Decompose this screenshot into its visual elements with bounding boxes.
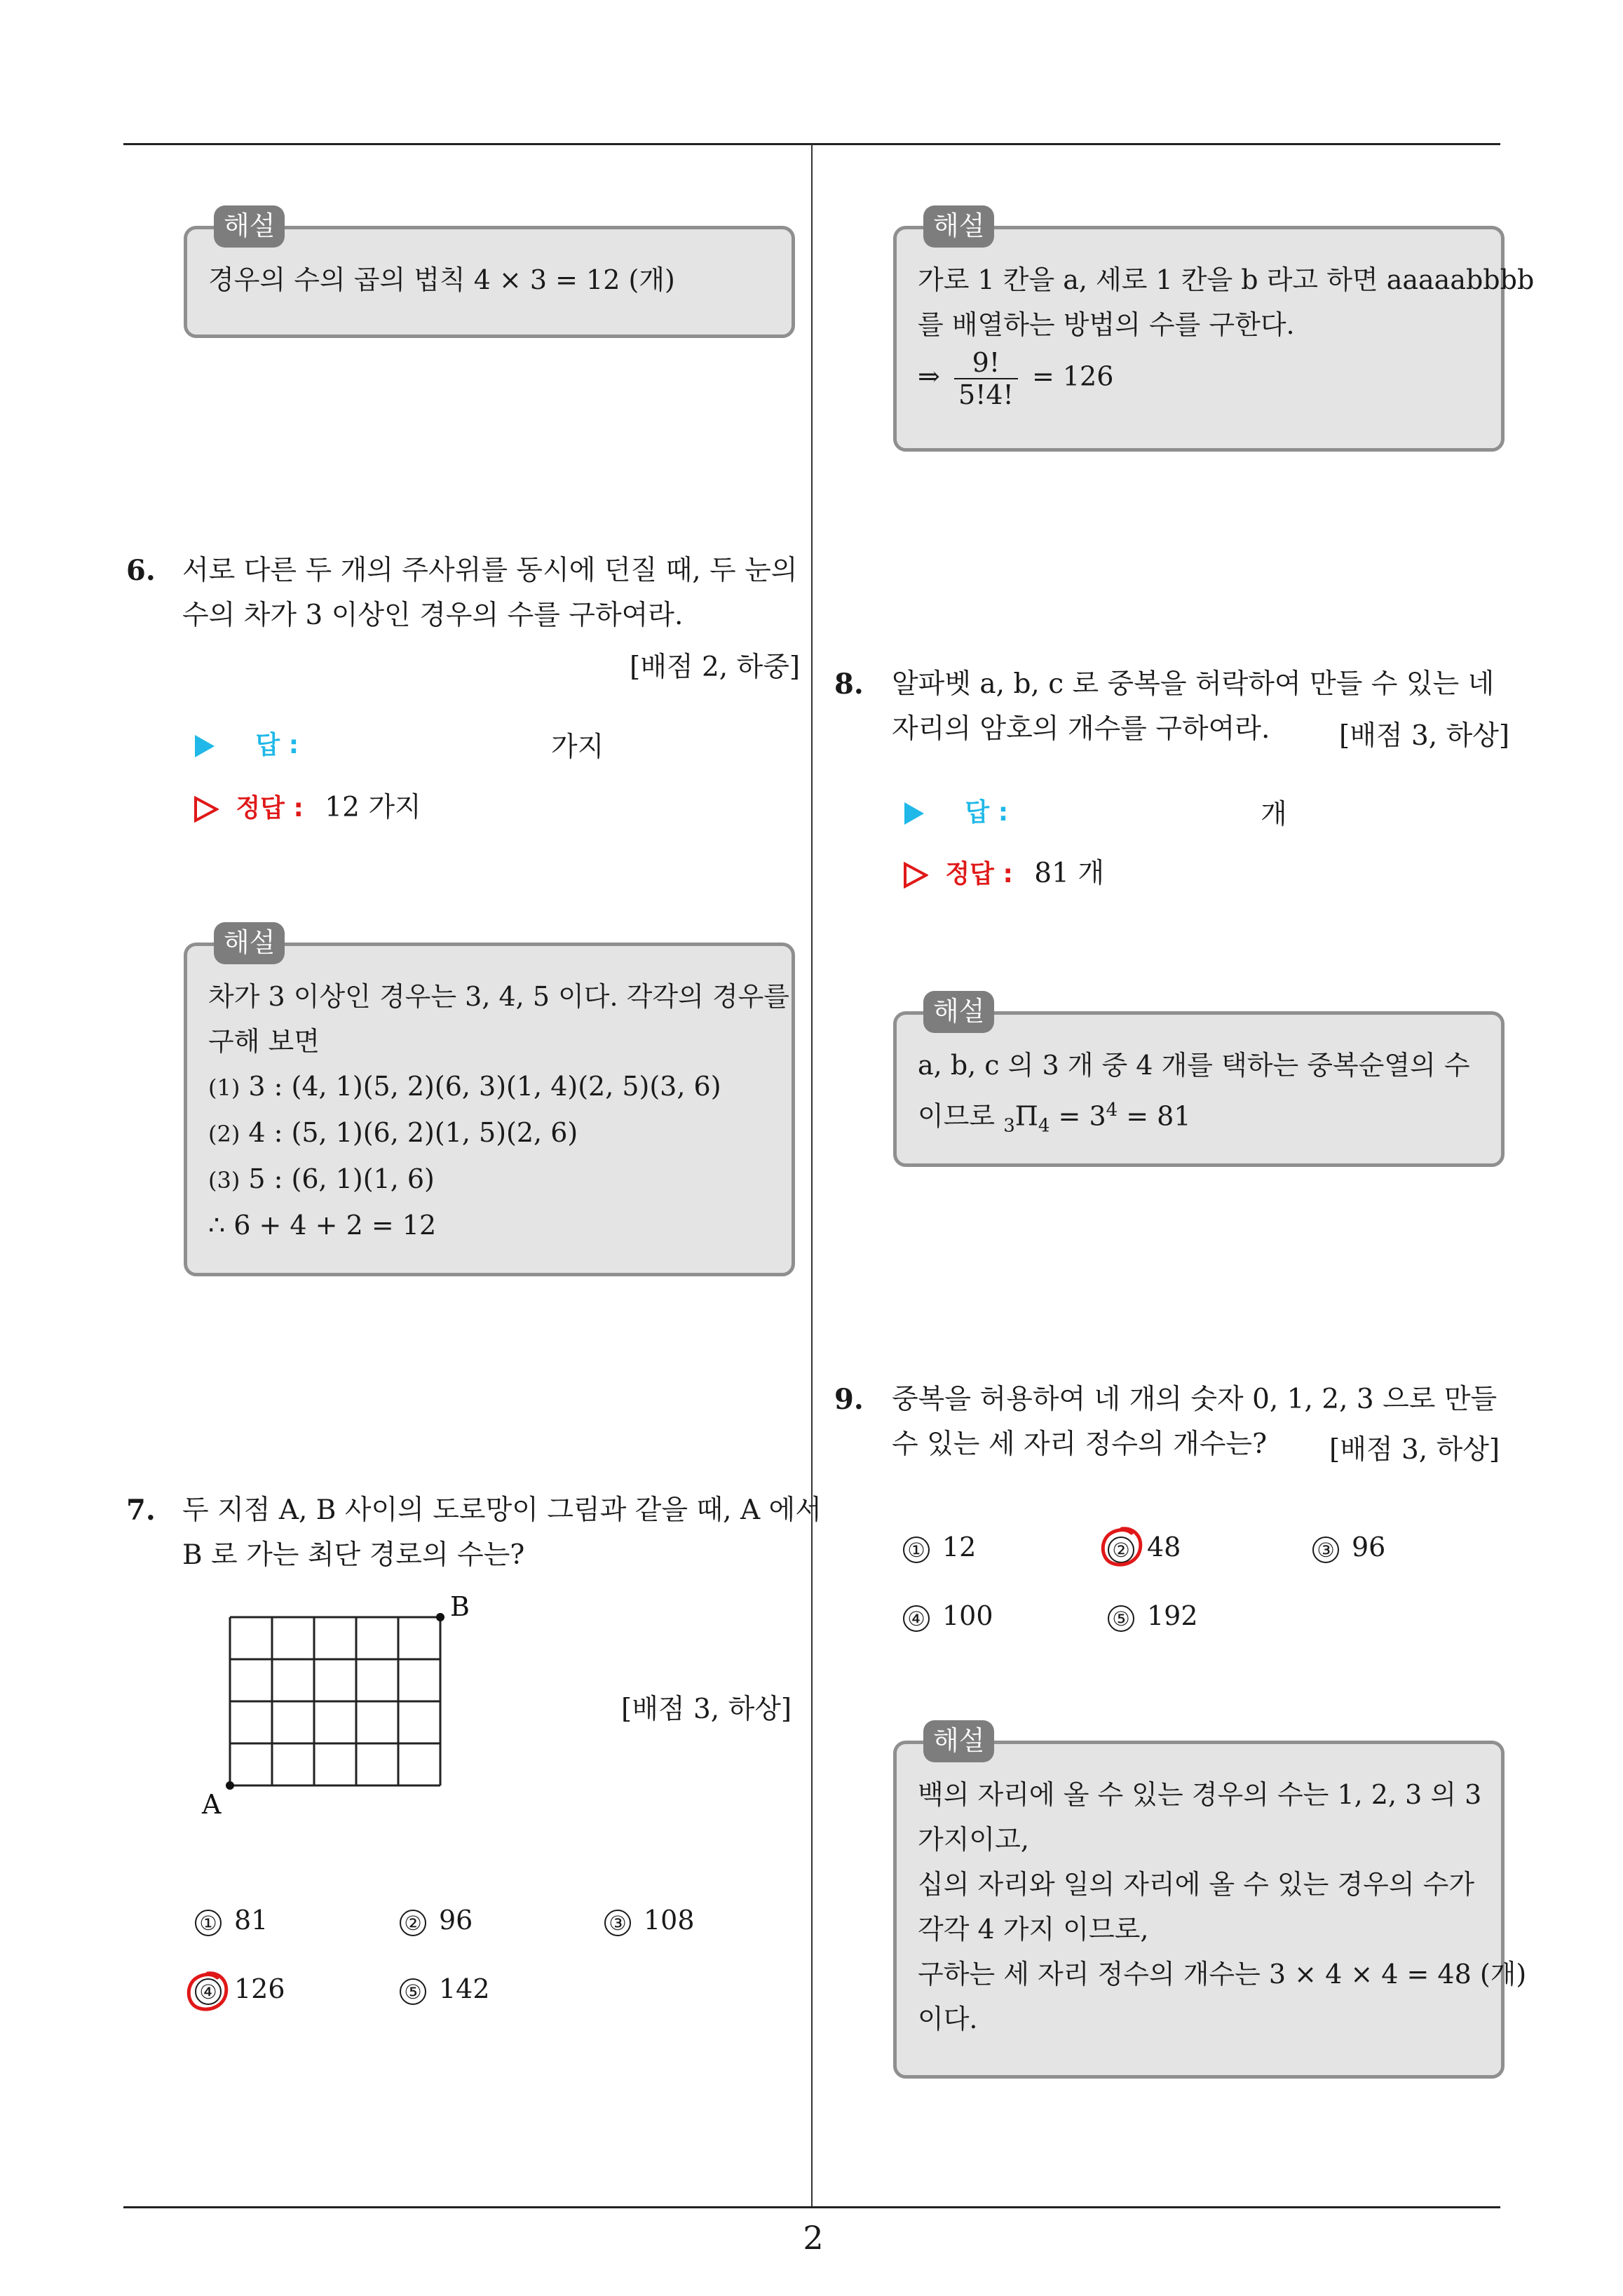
solution-text: a, b, c 의 3 개 중 4 개를 택하는 중복순열의 수 <box>918 1050 1470 1081</box>
question-number: 8. <box>834 668 864 701</box>
answer-label: 답 : <box>255 731 299 759</box>
solution-tag: 해설 <box>214 922 285 964</box>
solution-tag: 해설 <box>214 205 285 248</box>
score-label: [배점 3, 하상] <box>621 1694 792 1725</box>
score-label: [배점 3, 하상] <box>1339 720 1510 752</box>
choice-mark: ① <box>903 1537 930 1563</box>
choice-5[interactable]: ⑤ 192 <box>1108 1596 1198 1635</box>
figure-label-a: A <box>202 1789 222 1820</box>
solution-text: 차가 3 이상인 경우는 3, 4, 5 이다. 각각의 경우를 <box>208 981 789 1012</box>
outline-triangle-icon <box>193 796 219 823</box>
solution-case: (1) 3 : (4, 1)(5, 2)(6, 3)(1, 4)(2, 5)(3, 6) <box>208 1071 721 1102</box>
choice-mark: ③ <box>604 1910 631 1936</box>
choice-5[interactable]: ⑤ 142 <box>400 1969 490 2008</box>
choice-3[interactable]: ③ 96 <box>1312 1527 1385 1567</box>
choice-2[interactable]: ② 48 <box>1108 1527 1181 1567</box>
answer-row <box>195 724 299 767</box>
correct-answer-label: 정답 : <box>236 794 304 823</box>
choice-mark: ⑤ <box>1108 1605 1134 1632</box>
question-number: 9. <box>834 1383 864 1416</box>
correct-answer-row <box>193 787 421 830</box>
correct-answer-value: 81 개 <box>1034 858 1104 889</box>
solution-case: (2) 4 : (5, 1)(6, 2)(1, 5)(2, 6) <box>208 1117 578 1148</box>
choice-mark: ② <box>400 1910 426 1936</box>
red-circle-mark-icon <box>1094 1519 1150 1575</box>
choice-mark: ④ <box>195 1978 222 2005</box>
question-line: 수 있는 세 자리 정수의 개수는? <box>892 1429 1267 1460</box>
bottom-rule <box>123 2206 1500 2208</box>
choice-mark: ⑤ <box>400 1978 426 2005</box>
question-line: 알파벳 a, b, c 로 중복을 허락하여 만들 수 있는 네 <box>892 668 1495 700</box>
question-line: 수의 차가 3 이상인 경우의 수를 구하여라. <box>182 600 684 631</box>
solution-box-q6 <box>184 927 795 1276</box>
solution-tag: 해설 <box>923 1720 994 1762</box>
page-number: 2 <box>803 2219 824 2257</box>
question-line: B 로 가는 최단 경로의 수는? <box>182 1539 525 1571</box>
solution-conclusion: ∴ 6 + 4 + 2 = 12 <box>208 1210 437 1241</box>
solution-tag: 해설 <box>923 991 994 1033</box>
column-divider <box>811 144 813 2208</box>
solution-text: 백의 자리에 올 수 있는 경우의 수는 1, 2, 3 의 3 <box>918 1779 1482 1810</box>
question-line: 서로 다른 두 개의 주사위를 동시에 던질 때, 두 눈의 <box>182 555 798 586</box>
correct-answer-row <box>903 853 1104 896</box>
fraction: $\frac{9!}{5!4!}$ <box>954 347 1018 410</box>
solution-box-q8 <box>893 996 1505 1167</box>
correct-answer-value: 12 가지 <box>325 792 421 823</box>
choice-3[interactable]: ③ 108 <box>604 1900 695 1940</box>
solution-text: 십의 자리와 일의 자리에 올 수 있는 경우의 수가 <box>918 1869 1475 1900</box>
score-label: [배점 3, 하상] <box>1329 1434 1500 1466</box>
choice-1[interactable]: ① 12 <box>903 1527 976 1567</box>
solution-text: 가로 1 칸을 a, 세로 1 칸을 b 라고 하면 aaaaabbbb <box>918 264 1535 295</box>
choice-mark: ① <box>195 1910 222 1936</box>
solution-box-q5 <box>184 210 795 338</box>
solution-text: 가지이고, <box>918 1824 1029 1855</box>
answer-unit: 가지 <box>551 731 604 763</box>
solution-case: (3) 5 : (6, 1)(1, 6) <box>208 1163 435 1194</box>
question-line: 자리의 암호의 개수를 구하여라. <box>892 713 1270 745</box>
choice-4[interactable]: ④ 126 <box>195 1969 285 2008</box>
road-grid-figure <box>189 1592 484 1823</box>
red-circle-mark-icon <box>179 1964 236 2020</box>
figure-label-b: B <box>450 1592 470 1622</box>
question-line: 중복을 허용하여 네 개의 숫자 0, 1, 2, 3 으로 만들 <box>892 1384 1498 1415</box>
answer-row <box>904 791 1008 834</box>
point-a <box>226 1781 234 1790</box>
choice-1[interactable]: ① 81 <box>195 1900 268 1940</box>
choice-2[interactable]: ② 96 <box>400 1900 473 1940</box>
solution-formula: ⇒ $\frac{9!}{5!4!}$ = 126 <box>918 347 1114 410</box>
choice-mark: ② <box>1108 1537 1134 1563</box>
outline-triangle-icon <box>903 862 928 889</box>
answer-label: 답 : <box>965 798 1009 827</box>
answer-unit: 개 <box>1261 799 1287 830</box>
solution-box-q9 <box>893 1725 1527 2079</box>
solution-text: 구하는 세 자리 정수의 개수는 3 × 4 × 4 = 48 (개) <box>918 1959 1527 1990</box>
solution-tag: 해설 <box>923 205 994 248</box>
solution-text: 이다. <box>918 2004 978 2034</box>
solution-formula: 이므로 $_3\Pi_4 = 3^4 = 81$ <box>918 1100 1191 1137</box>
question-6-text <box>182 548 797 638</box>
question-line: 두 지점 A, B 사이의 도로망이 그림과 같을 때, A 에서 <box>182 1494 822 1526</box>
choice-4[interactable]: ④ 100 <box>903 1596 993 1635</box>
correct-answer-label: 정답 : <box>945 860 1013 889</box>
solution-text: 각각 4 가지 이므로, <box>918 1914 1149 1945</box>
point-b <box>436 1613 444 1621</box>
question-number: 7. <box>126 1494 156 1527</box>
score-label: [배점 2, 하중] <box>630 651 801 683</box>
solution-text: 를 배열하는 방법의 수를 구한다. <box>918 309 1295 340</box>
choice-mark: ④ <box>903 1605 930 1632</box>
question-7-text <box>182 1488 822 1578</box>
solution-box-q7 <box>893 210 1535 452</box>
choice-mark: ③ <box>1312 1537 1339 1563</box>
solution-text: 구해 보면 <box>208 1026 320 1057</box>
play-triangle-icon <box>904 802 924 825</box>
question-number: 6. <box>126 554 156 587</box>
solution-text: 경우의 수의 곱의 법칙 4 × 3 = 12 (개) <box>208 264 675 295</box>
play-triangle-icon <box>195 735 215 757</box>
